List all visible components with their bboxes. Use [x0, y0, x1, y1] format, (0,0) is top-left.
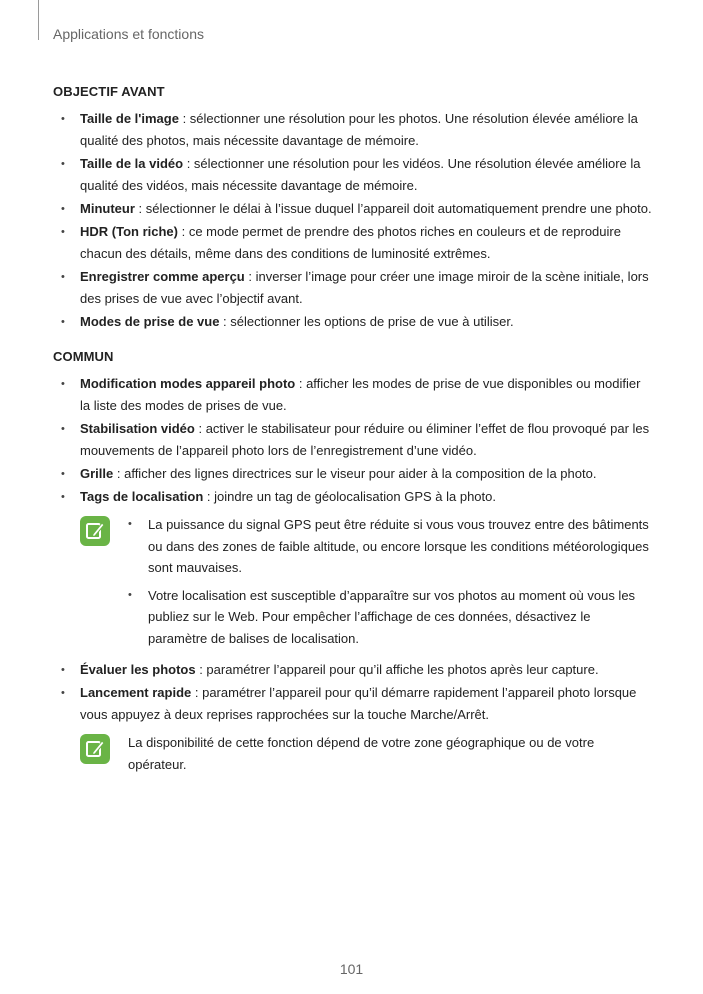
item-term: Minuteur: [80, 201, 135, 216]
note-text: La puissance du signal GPS peut être réduite si vous vous trouvez entre des bâtiments ou dans des zones de faible altitude, ou encore lorsque les conditions météorologiques sont mauvaises.: [148, 517, 649, 575]
bullet: •: [61, 664, 65, 676]
bullet: •: [128, 588, 132, 601]
bullet: •: [61, 423, 65, 435]
bullet: •: [61, 491, 65, 503]
list-item: [53, 198, 653, 220]
objectif-avant-list: [53, 108, 653, 333]
page-rule: [38, 0, 39, 40]
item-text: : afficher des lignes directrices sur le viseur pour aider à la composition de la photo.: [113, 466, 597, 481]
note-block-gps: [80, 514, 653, 649]
bullet: •: [61, 687, 65, 699]
list-item: [53, 682, 653, 726]
page-content: [53, 84, 653, 785]
item-text: : activer le stabilisateur pour réduire ou éliminer l’effet de flou provoqué par les mouvements de l’appareil photo lors de l’enregistrement d’une vidéo.: [80, 421, 650, 458]
note-text: La disponibilité de cette fonction dépend de votre zone géographique ou de votre opérateur.: [128, 735, 595, 772]
bullet: •: [61, 113, 65, 125]
list-item: [53, 311, 653, 333]
list-item: [53, 153, 653, 197]
list-item: [53, 486, 653, 508]
note-icon: [80, 516, 110, 546]
item-text: : paramétrer l’appareil pour qu’il affiche les photos après leur capture.: [195, 662, 599, 677]
page-number: 101: [339, 961, 364, 977]
item-term: Modification modes appareil photo: [80, 376, 296, 391]
bullet: •: [61, 316, 65, 328]
item-text: : joindre un tag de géolocalisation GPS à la photo.: [203, 489, 496, 504]
page-header: Applications et fonctions: [53, 26, 204, 42]
item-term: Stabilisation vidéo: [80, 421, 195, 436]
list-item: [53, 659, 653, 681]
note-list: [128, 514, 653, 649]
list-item: [53, 463, 653, 485]
item-text: : inverser l’image pour créer une image miroir de la scène initiale, lors des prises de vue avec l’objectif avant.: [80, 269, 649, 306]
item-term: Grille: [80, 466, 114, 481]
item-text: : ce mode permet de prendre des photos riches en couleurs et de reproduire chacun des détails, même dans des conditions de luminosité extrêmes.: [80, 224, 621, 261]
note-block-availability: [80, 732, 653, 775]
section-title-objectif-avant: OBJECTIF AVANT: [53, 84, 165, 99]
item-term: HDR (Ton riche): [80, 224, 178, 239]
item-text: : afficher les modes de prise de vue disponibles ou modifier la liste des modes de prises de vue.: [80, 376, 641, 413]
bullet: •: [61, 271, 65, 283]
bullet: •: [61, 158, 65, 170]
item-text: : sélectionner une résolution pour les photos. Une résolution élevée améliore la qualité des photos, mais nécessite davantage de mémoire.: [80, 111, 638, 148]
item-term: Modes de prise de vue: [80, 314, 220, 329]
item-text: : paramétrer l’appareil pour qu’il démarre rapidement l’appareil photo lorsque vous appuyez à deux reprises rapprochées sur la touche Marche/Arrêt.: [80, 685, 637, 722]
commun-list-continued: [53, 659, 653, 726]
item-text: : sélectionner le délai à l’issue duquel l’appareil doit automatiquement prendre une photo.: [134, 201, 652, 216]
pencil-note-icon: [84, 738, 106, 760]
item-text: : sélectionner une résolution pour les vidéos. Une résolution élevée améliore la qualité des vidéos, mais nécessite davantage de mémoire.: [80, 156, 641, 193]
list-item: [53, 418, 653, 462]
note-text: Votre localisation est susceptible d’apparaître sur vos photos au moment où vous les publiez sur le Web. Pour empêcher l’affichage de ces données, désactivez le paramètre de balises de localisation.: [148, 587, 636, 646]
list-item: [53, 221, 653, 265]
list-item: [53, 108, 653, 152]
item-term: Tags de localisation: [80, 489, 204, 504]
bullet: •: [61, 378, 65, 390]
pencil-note-icon: [84, 520, 106, 542]
bullet: •: [61, 226, 65, 238]
commun-list: [53, 373, 653, 508]
list-item: [53, 373, 653, 417]
note-item: [128, 514, 653, 579]
section-title-commun: COMMUN: [53, 349, 114, 364]
note-icon: [80, 734, 110, 764]
item-term: Enregistrer comme aperçu: [80, 269, 245, 284]
bullet: •: [61, 468, 65, 480]
item-term: Lancement rapide: [80, 685, 192, 700]
list-item: [53, 266, 653, 310]
item-text: : sélectionner les options de prise de vue à utiliser.: [219, 314, 514, 329]
bullet: •: [61, 203, 65, 215]
note-item: [128, 585, 653, 650]
bullet: •: [128, 518, 132, 530]
item-term: Taille de la vidéo: [80, 156, 184, 171]
item-term: Taille de l'image: [80, 111, 179, 126]
item-term: Évaluer les photos: [80, 662, 196, 677]
